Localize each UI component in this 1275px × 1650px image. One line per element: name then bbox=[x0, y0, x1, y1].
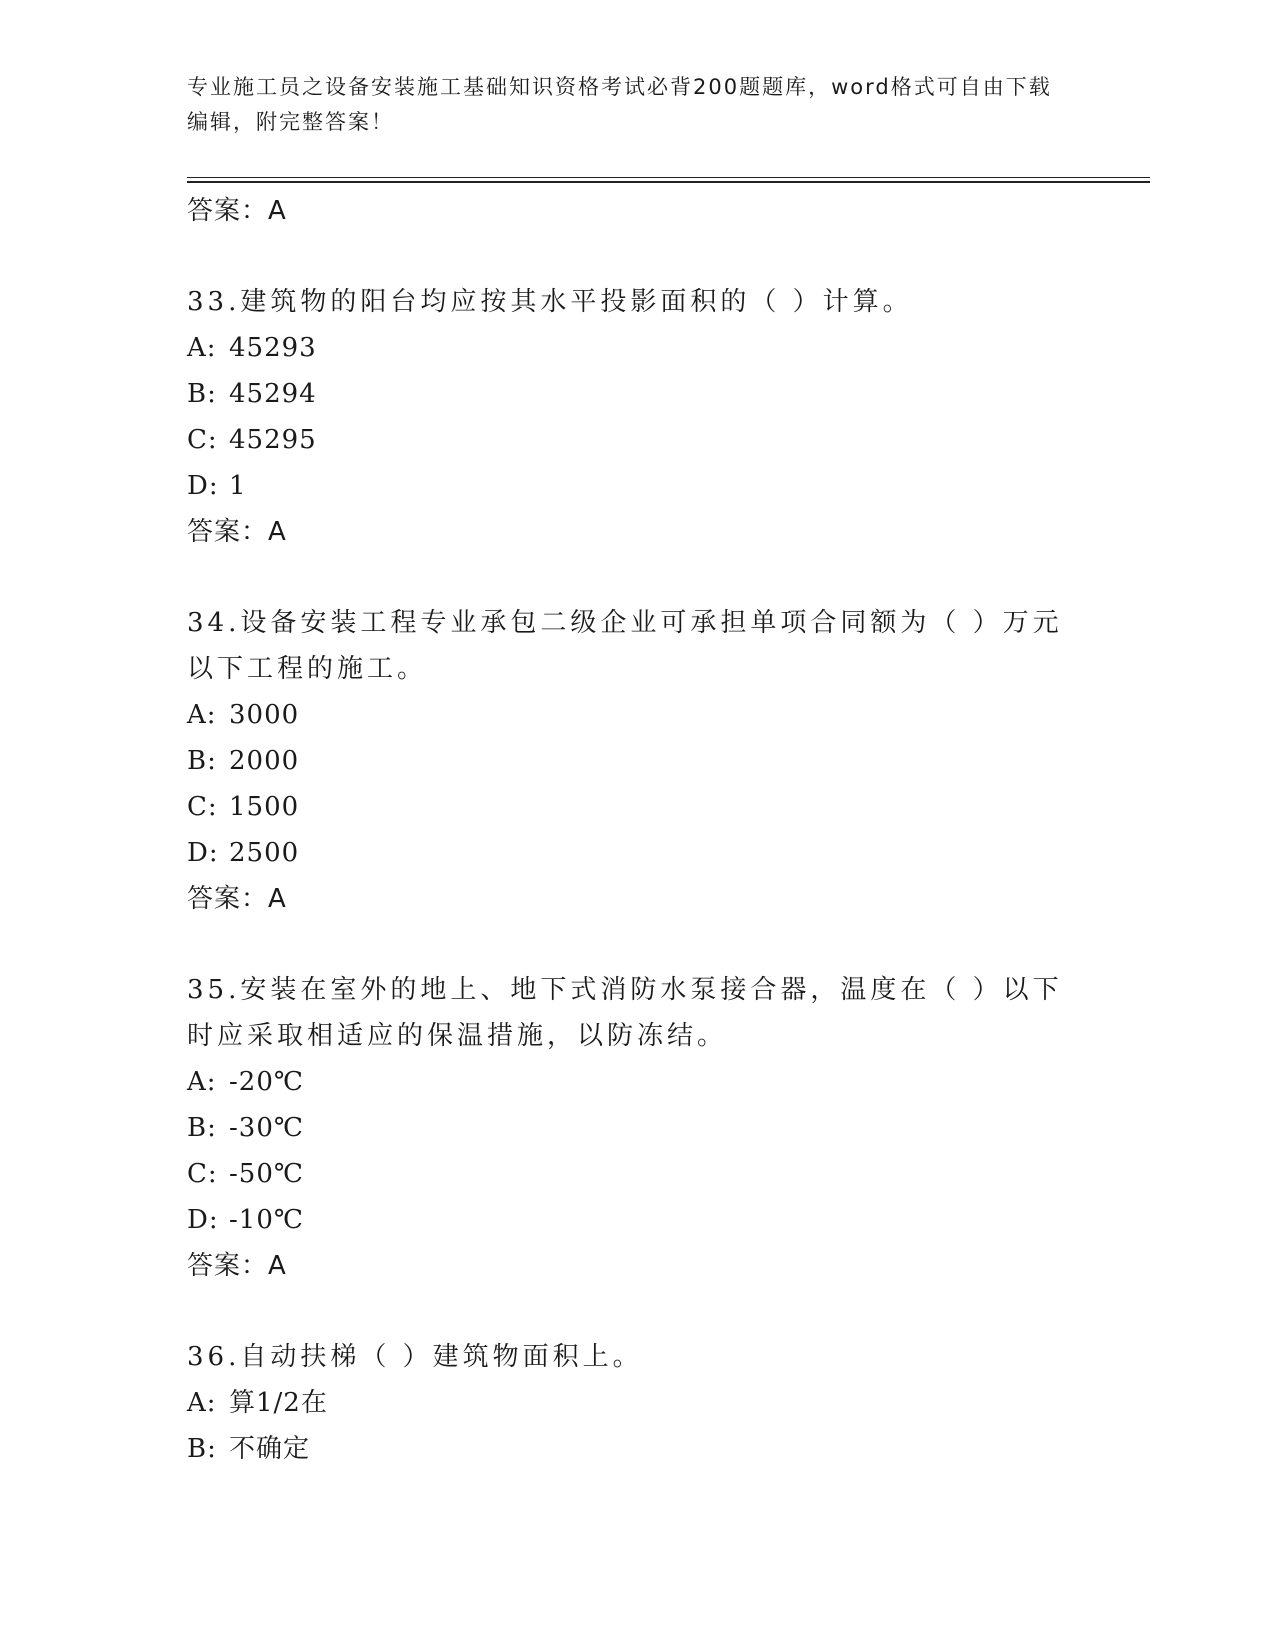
option-label: D: bbox=[187, 1205, 219, 1235]
document-header: 专业施工员之设备安装施工基础知识资格考试必背200题题库，word格式可自由下载编辑，附完整答案！ bbox=[187, 75, 1052, 134]
option-d bbox=[187, 463, 1087, 509]
question-text: 35.安装在室外的地上、地下式消防水泵接合器，温度在（ ）以下时应采取相适应的保温措施，以防冻结。 bbox=[187, 975, 1063, 1051]
option-d bbox=[187, 830, 1087, 876]
option-value: 1 bbox=[229, 471, 247, 501]
answer-line: 答案：A bbox=[187, 1251, 287, 1281]
option-a bbox=[187, 692, 1087, 738]
question-block bbox=[187, 279, 1087, 555]
option-b bbox=[187, 1105, 1087, 1151]
option-value: 45295 bbox=[229, 425, 317, 455]
question-block bbox=[187, 1334, 1087, 1472]
spacer bbox=[187, 555, 1087, 600]
option-label: A: bbox=[187, 1388, 217, 1418]
answer-line: 答案：A bbox=[187, 884, 287, 914]
option-c bbox=[187, 1151, 1087, 1197]
option-label: D: bbox=[187, 838, 219, 868]
option-label: C: bbox=[187, 1159, 218, 1189]
option-label: A: bbox=[187, 333, 217, 363]
option-label: C: bbox=[187, 425, 218, 455]
option-c bbox=[187, 784, 1087, 830]
question-block bbox=[187, 967, 1087, 1289]
option-value: 不确定 bbox=[229, 1434, 311, 1464]
option-value: 3000 bbox=[229, 700, 300, 730]
answer-line: 答案：A bbox=[187, 517, 287, 547]
option-value: 45294 bbox=[229, 379, 317, 409]
header-divider-thick bbox=[187, 181, 1150, 183]
option-label: A: bbox=[187, 1067, 217, 1097]
question-block bbox=[187, 600, 1087, 922]
question-text: 34.设备安装工程专业承包二级企业可承担单项合同额为（ ）万元以下工程的施工。 bbox=[187, 608, 1063, 684]
header-divider-thin bbox=[187, 177, 1150, 178]
option-value: 45293 bbox=[229, 333, 317, 363]
option-b bbox=[187, 371, 1087, 417]
option-b bbox=[187, 1426, 1087, 1472]
option-label: B: bbox=[187, 746, 217, 776]
option-label: C: bbox=[187, 792, 218, 822]
option-label: B: bbox=[187, 379, 217, 409]
option-label: B: bbox=[187, 1434, 217, 1464]
option-value: 2500 bbox=[229, 838, 300, 868]
option-a bbox=[187, 1380, 1087, 1426]
option-value: -30℃ bbox=[229, 1113, 304, 1143]
option-value: 算1/2在 bbox=[229, 1388, 328, 1418]
option-value: 2000 bbox=[229, 746, 300, 776]
spacer bbox=[187, 1289, 1087, 1334]
option-label: D: bbox=[187, 471, 219, 501]
option-value: -10℃ bbox=[229, 1205, 304, 1235]
option-c bbox=[187, 417, 1087, 463]
spacer bbox=[187, 234, 1087, 279]
question-text: 36.自动扶梯（ ）建筑物面积上。 bbox=[187, 1342, 643, 1372]
option-a bbox=[187, 325, 1087, 371]
option-label: B: bbox=[187, 1113, 217, 1143]
spacer bbox=[187, 922, 1087, 967]
option-label: A: bbox=[187, 700, 217, 730]
answer-line: 答案：A bbox=[187, 196, 287, 226]
option-d bbox=[187, 1197, 1087, 1243]
question-text: 33.建筑物的阳台均应按其水平投影面积的（ ）计算。 bbox=[187, 287, 913, 317]
question-list bbox=[187, 188, 1087, 1472]
option-value: -20℃ bbox=[229, 1067, 304, 1097]
option-value: -50℃ bbox=[229, 1159, 304, 1189]
option-value: 1500 bbox=[229, 792, 300, 822]
option-a bbox=[187, 1059, 1087, 1105]
option-b bbox=[187, 738, 1087, 784]
